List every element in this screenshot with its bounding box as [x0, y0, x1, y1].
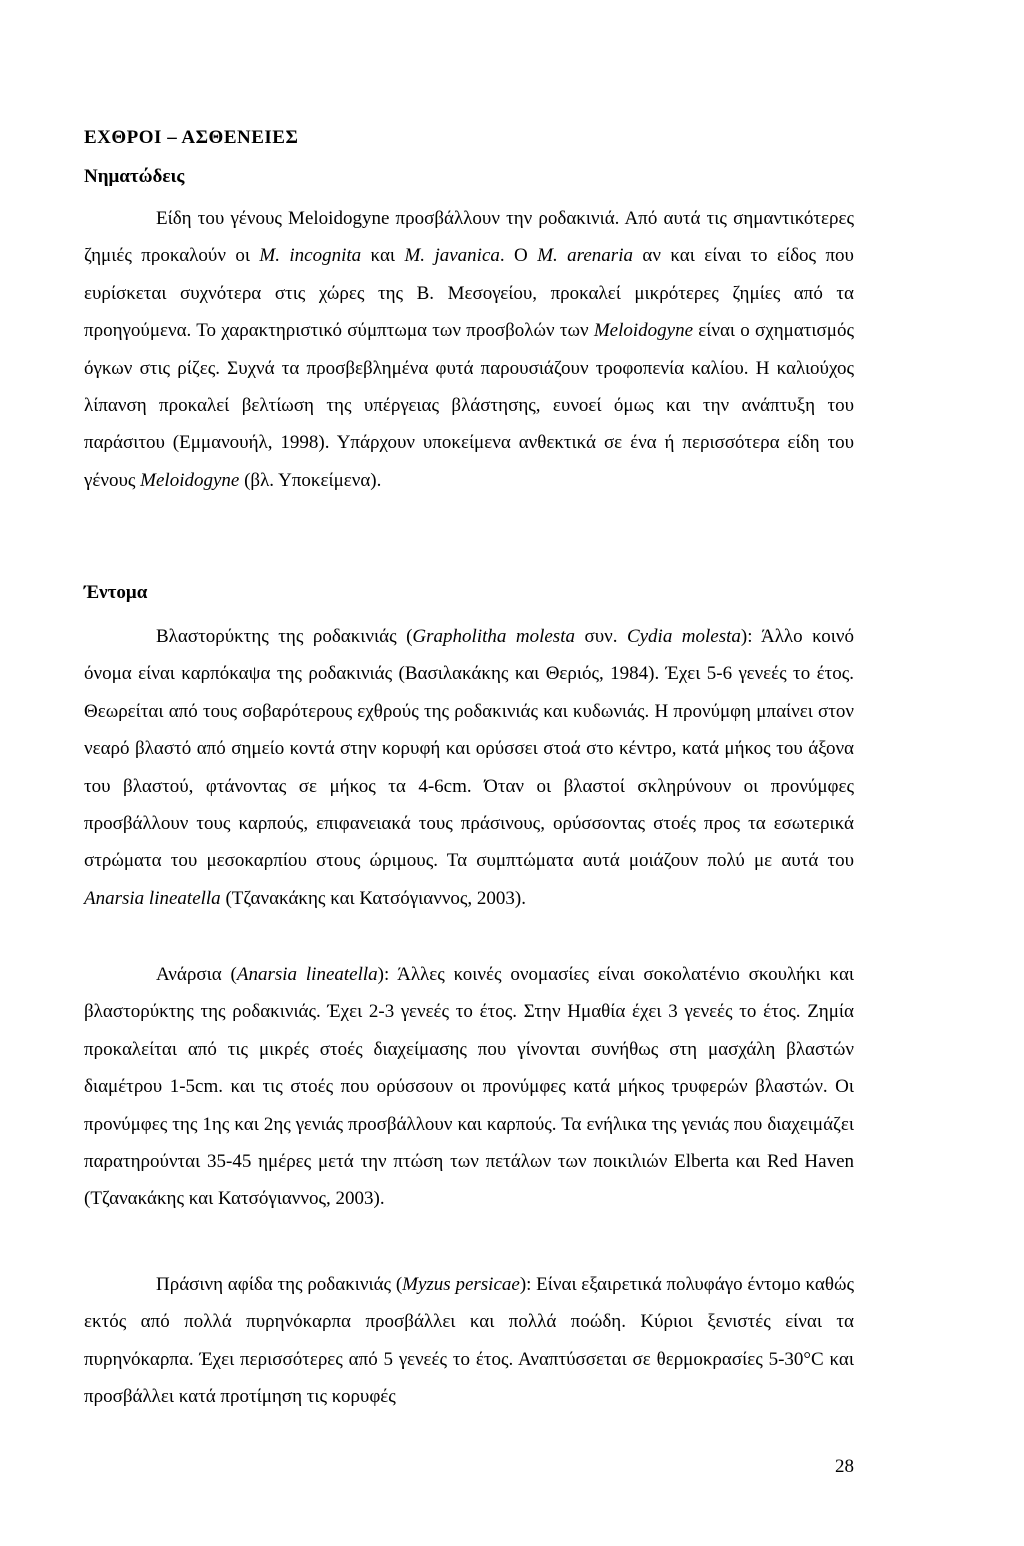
paragraph — [84, 1266, 854, 1416]
text-run: είναι ο σχηματισμός όγκων στις ρίζες. Συχνά τα προσβεβλημένα φυτά παρουσιάζουν τροφοπενία καλίου. Η καλιούχος λίπανση προκαλεί βελτίωση της υπέργειας βλάστησης, ευνοεί όμως και την ανάπτυξη του παράσιτου (Εμμανουήλ, 1998). Υπάρχουν υποκείμενα ανθεκτικά σε ένα ή περισσότερα είδη του γένους — [84, 320, 854, 491]
italic-term: M. javanica — [404, 245, 500, 267]
text-run: ): Είναι εξαιρετικά πολυφάγο έντομο καθώς εκτός από πολλά πυρηνόκαρπα προσβάλλει και πολλά ποώδη. Κύριοι ξενιστές είναι τα πυρηνόκαρπα. Έχει περισσότερες από 5 γενεές το έτος. Αναπτύσσεται σε θερμοκρασίες 5-30°C και προσβάλλει κατά προτίμηση τις κορυφές — [84, 1274, 855, 1408]
italic-term: M. arenaria — [537, 245, 633, 267]
text-run: συν. — [574, 626, 627, 647]
italic-term: Meloidogyne — [140, 469, 240, 491]
italic-term: Grapholitha molesta — [412, 626, 575, 647]
paragraph — [84, 618, 854, 917]
italic-term: Anarsia lineatella — [84, 887, 221, 909]
text-run: Βλαστορύκτης της ροδακινιάς ( — [156, 626, 413, 647]
text-run: Ανάρσια ( — [156, 964, 237, 985]
text-run: . Ο — [499, 245, 538, 267]
italic-term: Meloidogyne — [593, 320, 694, 342]
italic-term: M. incognita — [259, 245, 362, 267]
section-heading-insects: Έντομα — [84, 582, 148, 603]
page-number: 28 — [835, 1456, 854, 1477]
text-run: (βλ. Υποκείμενα). — [239, 469, 382, 491]
text-run: ): Άλλες κοινές ονομασίες είναι σοκολατένιο σκουλήκι και βλαστορύκτης της ροδακινιάς. Έχει 2-3 γενεές το έτος. Στην Ημαθία έχει 3 γενεές το έτος. Ζημία προκαλείται από τις μικρές στοές διαχείμασης που γίνονται συνήθως στη μασχάλη βλαστών διαμέτρου 1-5cm. και τις στοές που ορύσσουν οι προνύμφες κατά μήκος τρυφερών βλαστών. Οι προνύμφες της 1ης και 2ης γενιάς προσβάλλουν και καρπούς. Τα ενήλικα της γενιάς που διαχειμάζει παρατηρούνται 35-45 ημέρες μετά την πτώση των πετάλων των ποικιλιών Elberta και Red Haven (Τζανακάκης και Κατσόγιαννος, 2003). — [84, 964, 855, 1210]
text-run: Πράσινη αφίδα της ροδακινιάς ( — [156, 1274, 403, 1295]
italic-term: Anarsia lineatella — [236, 964, 378, 985]
italic-term: Myzus persicae — [402, 1274, 520, 1295]
paragraph — [84, 200, 854, 499]
paragraph — [84, 956, 854, 1218]
text-run: ): Άλλο κοινό όνομα είναι καρπόκαψα της ροδακινιάς (Βασιλακάκης και Θεριός, 1984). Έχει 5-6 γενεές το έτος. Θεωρείται από τους σοβαρότερους εχθρούς της ροδακινιάς και κυδωνιάς. Η προνύμφη μπαίνει στον νεαρό βλαστό από σημείο κοντά στην κορυφή και ορύσσει στοά στο κέντρο, κατά μήκος του άξονα του βλαστού, φτάνοντας σε μήκος τα 4-6cm. Όταν οι βλαστοί σκληρύνουν οι προνύμφες προσβάλλουν τους καρπούς, επιφανειακά τους πράσινους, ορύσσοντας στοές προς τα εσωτερικά στρώματα του μεσοκαρπίου στους ώριμους. Τα συμπτώματα αυτά μοιάζουν πολύ με αυτά του — [84, 626, 854, 872]
section-heading-nematodes: Νηματώδεις — [84, 166, 185, 187]
italic-term: Cydia molesta — [626, 626, 741, 647]
text-run: (Τζανακάκης και Κατσόγιαννος, 2003). — [220, 887, 527, 909]
text-run: και — [361, 245, 405, 267]
page-title: ΕΧΘΡΟΙ – ΑΣΘΕΝΕΙΕΣ — [84, 127, 299, 148]
text-run: Είδη του γένους Meloidogyne προσβάλλουν την ροδακινιά. Από αυτά τις σημαντικότερες ζημιές προκαλούν οι — [84, 208, 854, 267]
text-run: αν και είναι το είδος που ευρίσκεται συχνότερα στις χώρες της Β. Μεσογείου, προκαλεί μικρότερες ζημίες από τα προηγούμενα. Το χαρακτηριστικό σύμπτωμα των προσβολών των — [84, 245, 854, 342]
